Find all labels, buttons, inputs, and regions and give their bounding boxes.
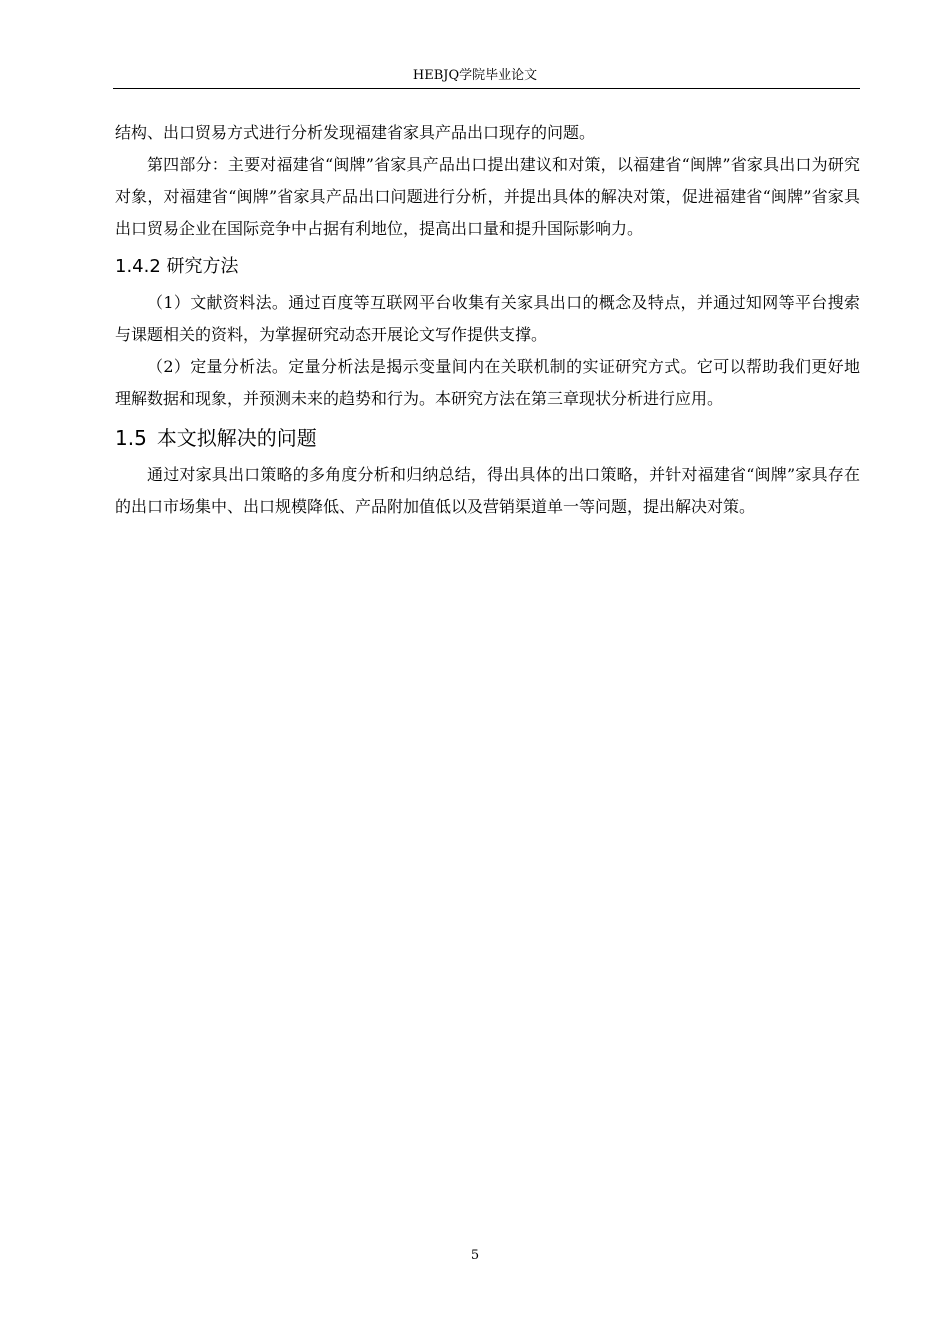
section-number: 1.4.2 bbox=[115, 256, 161, 277]
paragraph-part-four: 第四部分：主要对福建省“闽牌”省家具产品出口提出建议和对策，以福建省“闽牌”省家具出口为研究对象，对福建省“闽牌”省家具产品出口问题进行分析，并提出具体的解决对策，促进福建省“闽牌”省家具出口贸易企业在国际竞争中占据有利地位，提高出口量和提升国际影响力。 bbox=[115, 155, 860, 238]
section-title: 研究方法 bbox=[166, 256, 239, 277]
header-divider bbox=[113, 88, 860, 89]
section-number: 1.5 bbox=[115, 426, 147, 450]
section-heading-1-4-2 bbox=[115, 251, 860, 283]
page-number: 5 bbox=[470, 1248, 480, 1263]
running-header: HEBJQ学院毕业论文 bbox=[412, 68, 538, 83]
continued-paragraph: 结构、出口贸易方式进行分析发现福建省家具产品出口现存的问题。 bbox=[115, 123, 596, 142]
problems-paragraph: 通过对家具出口策略的多角度分析和归纳总结，得出具体的出口策略，并针对福建省“闽牌”家具存在的出口市场集中、出口规模降低、产品附加值低以及营销渠道单一等问题，提出解决对策。 bbox=[115, 465, 860, 516]
page-body bbox=[115, 117, 860, 523]
method-quantitative-paragraph: （2）定量分析法。定量分析法是揭示变量间内在关联机制的实证研究方式。它可以帮助我们更好地理解数据和现象，并预测未来的趋势和行为。本研究方法在第三章现状分析进行应用。 bbox=[115, 357, 860, 408]
section-title: 本文拟解决的问题 bbox=[156, 426, 317, 450]
section-heading-1-5 bbox=[115, 421, 860, 455]
method-literature-paragraph: （1）文献资料法。通过百度等互联网平台收集有关家具出口的概念及特点，并通过知网等平台搜索与课题相关的资料，为掌握研究动态开展论文写作提供支撑。 bbox=[115, 293, 860, 344]
